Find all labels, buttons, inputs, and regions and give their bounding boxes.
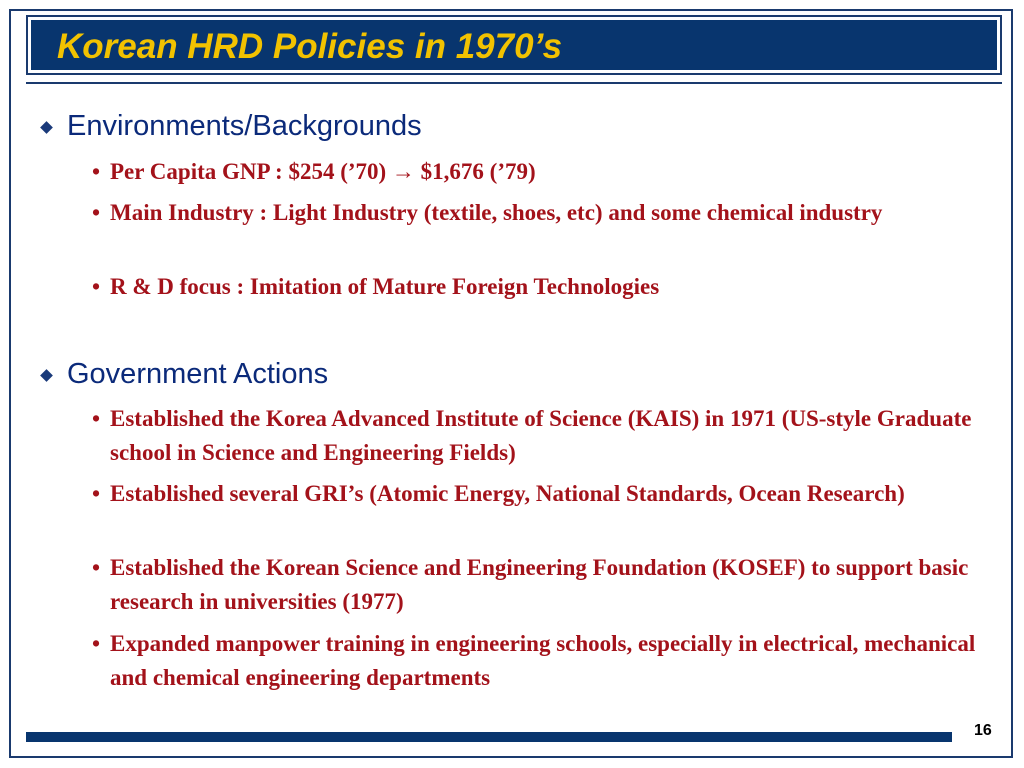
bullet-icon: • xyxy=(92,631,101,656)
slide-title: Korean HRD Policies in 1970’s xyxy=(57,27,563,66)
bullet-icon: • xyxy=(92,481,101,506)
list-item-text: Established the Korea Advanced Institute of Science (KAIS) in 1971 (US-style Graduate school in Science and Engineering Fields) xyxy=(110,406,972,465)
footer-bar xyxy=(26,732,952,742)
diamond-bullet-icon xyxy=(40,369,53,382)
list-item-text: Main Industry : Light Industry (textile, shoes, etc) and some chemical industry xyxy=(110,200,883,225)
list-item-text: Established the Korean Science and Engineering Foundation (KOSEF) to support basic research in universities (1977) xyxy=(110,555,969,614)
list-item-text: Per Capita GNP : $254 (’70) → $1,676 (’79) xyxy=(110,159,536,184)
list-item xyxy=(92,155,997,189)
section-environments xyxy=(42,110,422,143)
list-item xyxy=(92,551,997,619)
bullet-icon: • xyxy=(92,274,101,299)
list-item xyxy=(92,270,997,304)
bullet-icon: • xyxy=(92,555,101,580)
list-item-text: Established several GRI’s (Atomic Energy, National Standards, Ocean Research) xyxy=(110,481,905,506)
list-item xyxy=(92,196,997,230)
list-item xyxy=(92,627,997,695)
list-item-text: Expanded manpower training in engineering schools, especially in electrical, mechanical and chemical engineering departments xyxy=(110,631,976,690)
list-item xyxy=(92,477,997,511)
list-item xyxy=(92,402,997,470)
diamond-bullet-icon xyxy=(40,121,53,134)
section-heading: Government Actions xyxy=(67,358,329,390)
section-heading: Environments/Backgrounds xyxy=(67,110,422,142)
page-number: 16 xyxy=(974,722,992,739)
list-item-text: R & D focus : Imitation of Mature Foreign Technologies xyxy=(110,274,660,299)
bullet-icon: • xyxy=(92,200,101,225)
bullet-icon: • xyxy=(92,406,101,431)
section-government-actions xyxy=(42,358,328,391)
bullet-icon: • xyxy=(92,159,101,184)
